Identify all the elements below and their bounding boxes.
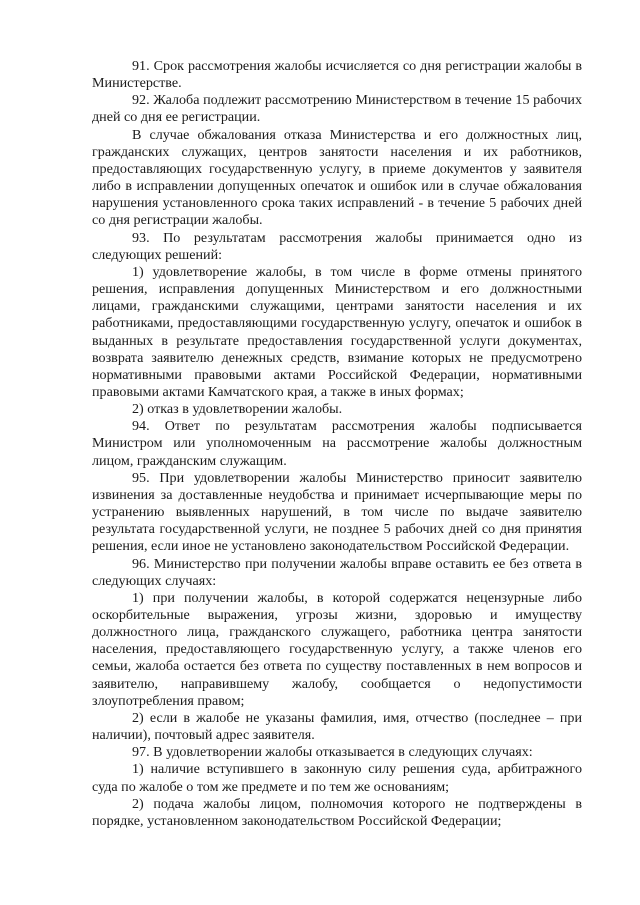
paragraph-96-item-2: 2) если в жалобе не указаны фамилия, имя, отчество (последнее – при наличии), почтовый адрес заявителя. (92, 709, 582, 744)
paragraph-93-item-1: 1) удовлетворение жалобы, в том числе в форме отмены принятого решения, исправления допущенных Министерством и его должностными лицами, гражданскими служащими, центрами занятости населения и их работниками, предоставляющими государственную услугу, опечаток и ошибок в выданных в результате предоставления государственной услуги документах, возврата заявителю денежных средств, взимание которых не предусмотрено нормативными правовыми актами Российской Федерации, нормативными правовыми актами Камчатского края, а также в иных формах; (92, 263, 582, 400)
paragraph-97-item-1: 1) наличие вступившего в законную силу решения суда, арбитражного суда по жалобе о том же предмете и по тем же основаниям; (92, 761, 582, 795)
paragraph-95: 95. При удовлетворении жалобы Министерство приносит заявителю извинения за доставленные неудобства и принимает исчерпывающие меры по устранению выявленных нарушений, в том числе по выдаче заявителю результата государственной услуги, не позднее 5 рабочих дней со дня принятия решения, если иное не установлено законодательством Российской Федерации. (92, 469, 582, 555)
paragraph-94: 94. Ответ по результатам рассмотрения жалобы подписывается Министром или уполномоченным на рассмотрение жалобы должностным лицом, гражданским служащим. (92, 418, 582, 469)
paragraph-93-item-2: 2) отказ в удовлетворении жалобы. (132, 401, 343, 418)
document-body (92, 58, 582, 830)
paragraph-92-appeal: В случае обжалования отказа Министерства и его должностных лиц, гражданских служащих, центров занятости населения и их работников, предоставляющих государственную услугу, в приеме документов у заявителя либо в исправлении допущенных опечаток и ошибок или в случае обжалования нарушения установленного срока таких исправлений - в течение 5 рабочих дней со дня регистрации жалобы. (92, 126, 582, 229)
paragraph-96-item-1: 1) при получении жалобы, в которой содержатся нецензурные либо оскорбительные выражения, угрозы жизни, здоровью и имуществу должностного лица, гражданского служащего, работника центра занятости населения, предоставляющего государственную услугу, а также членов его семьи, жалоба остается без ответа по существу поставленных в нем вопросов и заявителю, направившему жалобу, сообщается о недопустимости злоупотребления правом; (92, 589, 582, 709)
paragraph-92: 92. Жалоба подлежит рассмотрению Министерством в течение 15 рабочих дней со дня ее регистрации. (92, 92, 582, 126)
paragraph-93: 93. По результатам рассмотрения жалобы принимается одно из следующих решений: (92, 229, 582, 263)
paragraph-96: 96. Министерство при получении жалобы вправе оставить ее без ответа в следующих случаях: (92, 555, 582, 589)
paragraph-97: 97. В удовлетворении жалобы отказывается в следующих случаях: (132, 744, 533, 761)
paragraph-97-item-2: 2) подача жалобы лицом, полномочия которого не подтверждены в порядке, установленном законодательством Российской Федерации; (92, 795, 582, 829)
paragraph-91: 91. Срок рассмотрения жалобы исчисляется со дня регистрации жалобы в Министерстве. (92, 58, 582, 92)
